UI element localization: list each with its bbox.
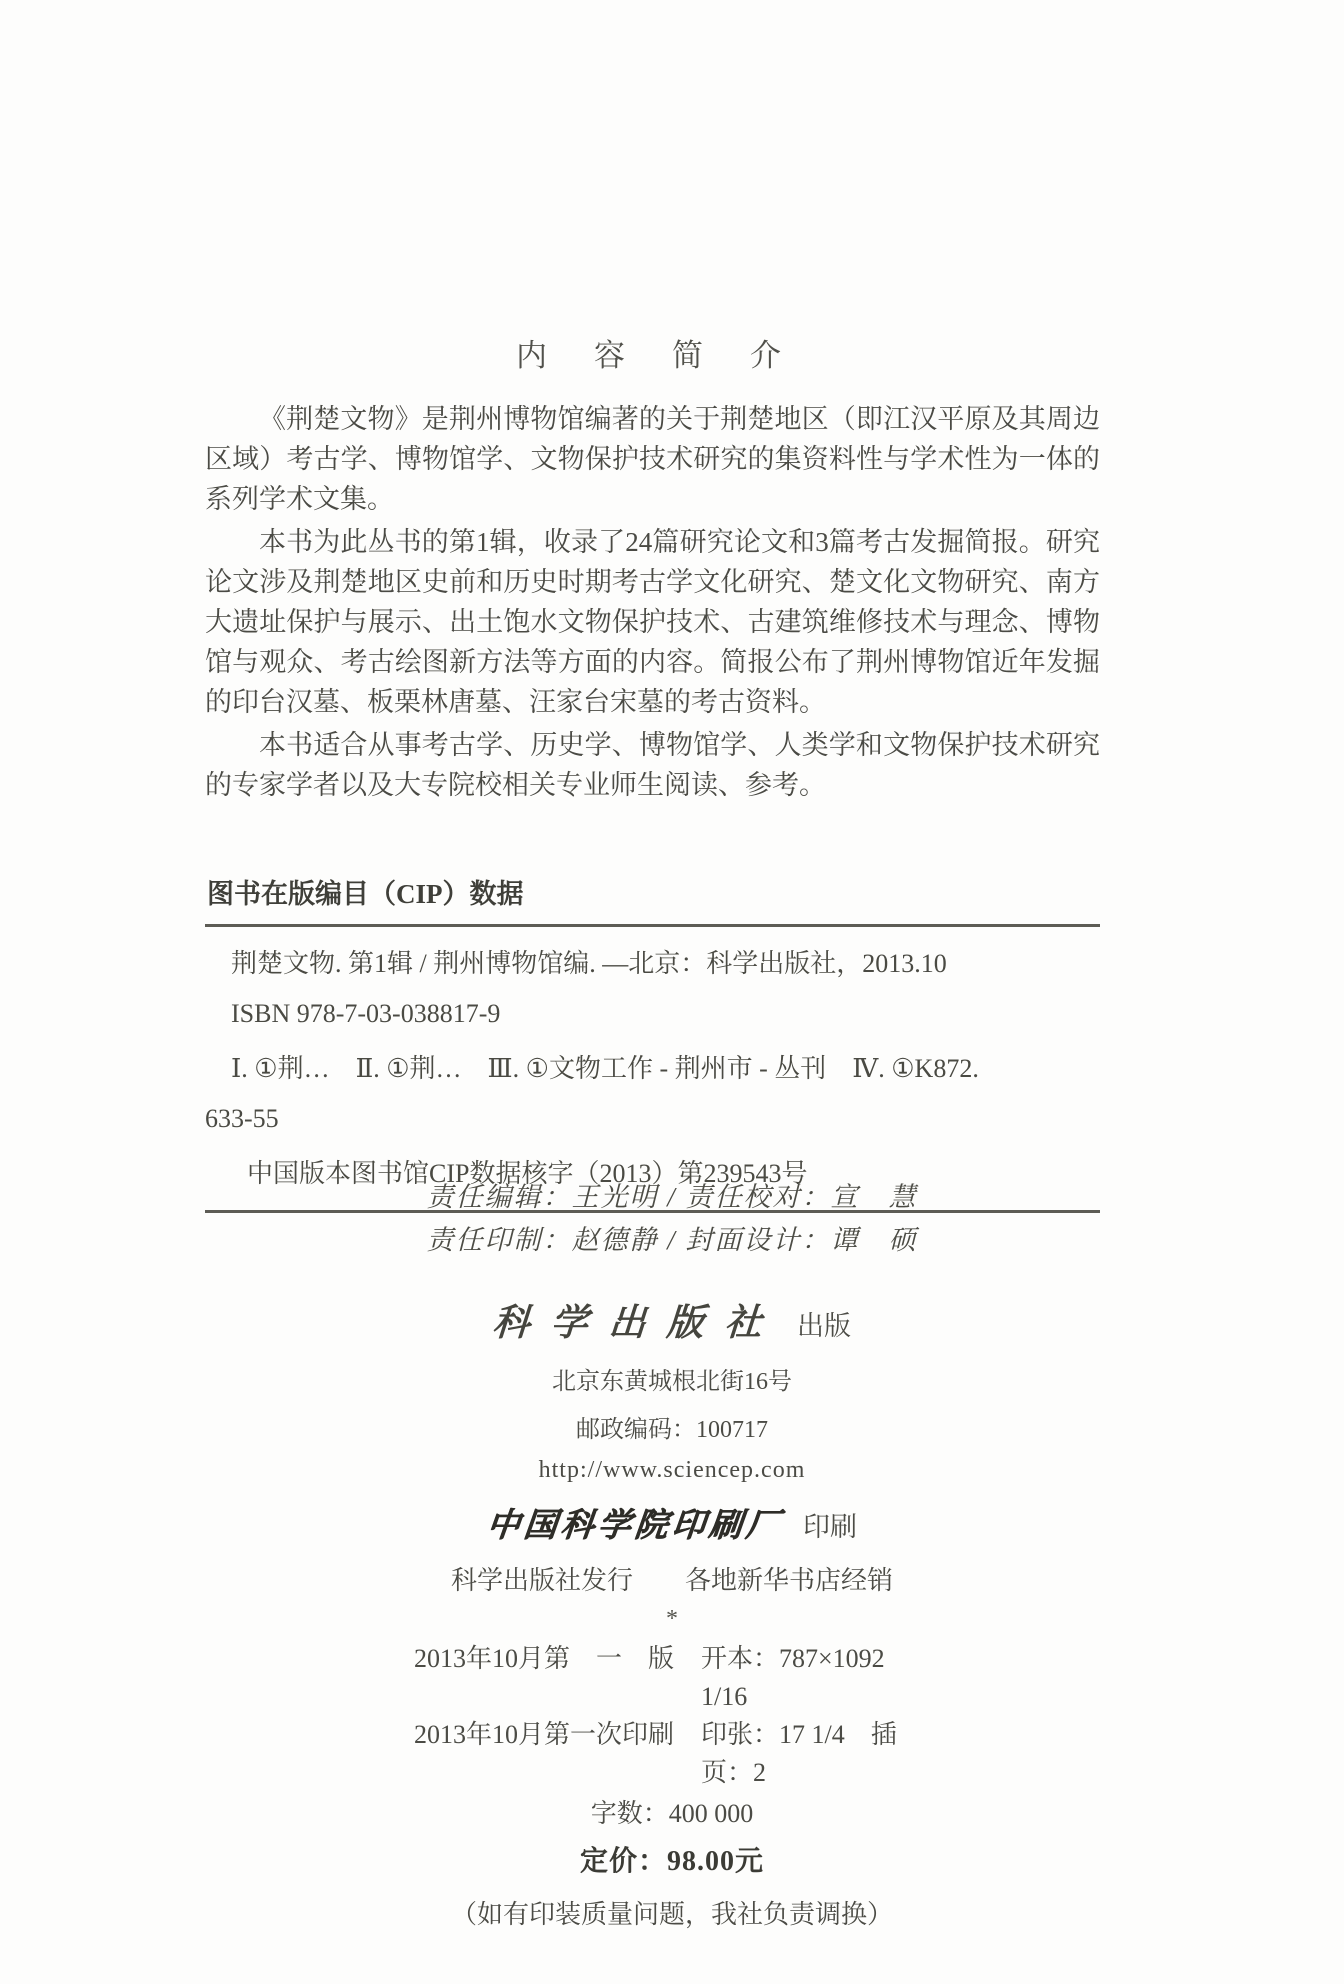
printer-line xyxy=(0,1499,1344,1546)
format-spec: 开本：787×1092 1/16 xyxy=(701,1644,911,1711)
edition-table xyxy=(414,1640,930,1792)
quality-note: （如有印装质量问题，我社负责调换） xyxy=(450,1900,893,1929)
cip-header: 图书在版编目（CIP）数据 xyxy=(207,879,524,909)
publisher-url: http://www.sciencep.com xyxy=(538,1457,806,1483)
publisher-logo: 科学出版社 xyxy=(491,1303,785,1344)
edition-row xyxy=(414,1640,930,1716)
cip-title-line: 荆楚文物. 第1辑 / 荆州博物馆编. —北京：科学出版社，2013.10 xyxy=(231,949,947,978)
word-count: 字数：400 000 xyxy=(590,1799,754,1828)
printer-suffix: 印刷 xyxy=(803,1512,857,1542)
credits-line-editing: 责任编辑：王光明 / 责任校对：宣 慧 xyxy=(426,1182,918,1212)
cip-classification-line: Ⅰ. ①荆… Ⅱ. ①荆… Ⅲ. ①文物工作 - 荆州市 - 丛刊 Ⅳ. ①K872. xyxy=(231,1054,979,1083)
distribution-line: 科学出版社发行 各地新华书店经销 xyxy=(450,1566,893,1595)
intro-paragraph-3: 本书适合从事考古学、历史学、博物馆学、人类学和文物保护技术研究的专家学者以及大专院校相关专业师生阅读、参考。 xyxy=(205,730,1100,800)
cip-record-line: 中国版本图书馆CIP数据核字（2013）第239543号 xyxy=(247,1159,808,1188)
colophon-block xyxy=(0,1292,1344,1931)
printer-logo: 中国科学院印刷厂 xyxy=(484,1508,785,1544)
postal-code: 邮政编码：100717 xyxy=(576,1417,768,1443)
cip-block xyxy=(205,872,1100,1213)
print-run-date: 2013年10月第一次印刷 xyxy=(414,1720,675,1749)
intro-paragraph-1: 《荆楚文物》是荆州博物馆编著的关于荆楚地区（即江汉平原及其周边区域）考古学、博物馆学、文物保护技术研究的集资料性与学术性为一体的系列学术文集。 xyxy=(205,404,1100,514)
sheet-spec: 印张：17 1/4 插页：2 xyxy=(701,1720,897,1787)
publisher-line xyxy=(0,1292,1344,1346)
cip-isbn-line: ISBN 978-7-03-038817-9 xyxy=(231,999,501,1028)
publisher-suffix: 出版 xyxy=(797,1311,851,1341)
intro-paragraphs xyxy=(205,399,1100,808)
intro-paragraph-2: 本书为此丛书的第1辑，收录了24篇研究论文和3篇考古发掘简报。研究论文涉及荆楚地区史前和历史时期考古学文化研究、楚文化文物研究、南方大遗址保护与展示、出土饱水文物保护技术、古建筑维修技术与理念、博物馆与观众、考古绘图新方法等方面的内容。简报公布了荆州博物馆近年发掘的印台汉墓、板栗林唐墓、汪家台宋墓的考古资料。 xyxy=(205,527,1100,717)
edition-date: 2013年10月第 一 版 xyxy=(414,1644,675,1673)
price: 定价：98.00元 xyxy=(579,1846,764,1877)
credits-line-printing: 责任印制：赵德静 / 封面设计：谭 硕 xyxy=(426,1225,918,1255)
intro-title: 内 容 简 介 xyxy=(516,338,789,373)
cip-classification-continued: 633-55 xyxy=(205,1104,279,1133)
credits-block xyxy=(0,1176,1344,1262)
publisher-address: 北京东黄城根北街16号 xyxy=(552,1369,792,1395)
separator-star: * xyxy=(666,1606,678,1632)
print-run-row xyxy=(414,1716,930,1792)
cip-body xyxy=(205,927,1100,1210)
